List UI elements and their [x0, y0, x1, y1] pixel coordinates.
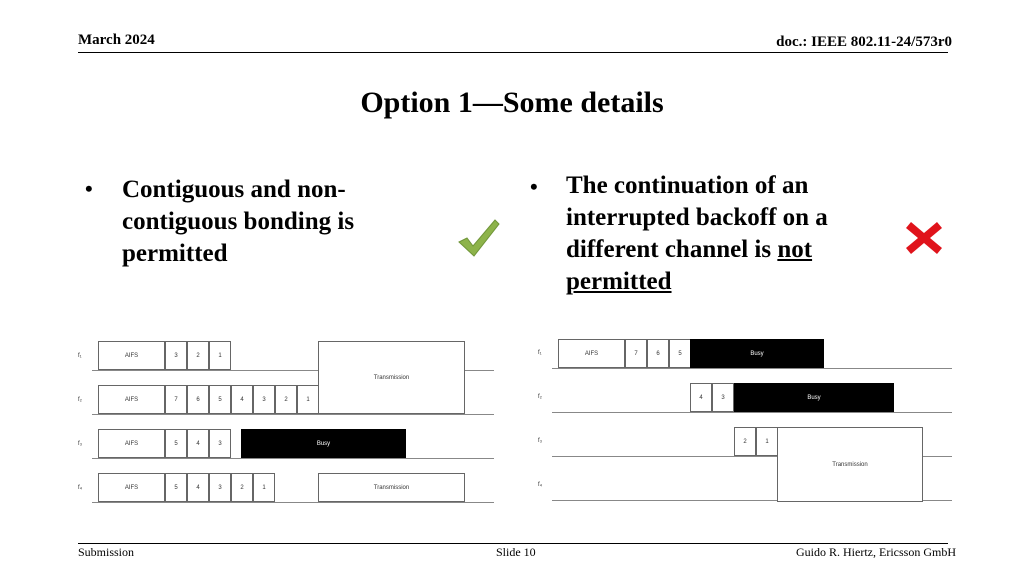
transmission-box: Transmission [318, 341, 465, 414]
left-line-1: Contiguous and non- [122, 176, 346, 203]
backoff-slot: 3 [712, 383, 734, 412]
backoff-slot: 5 [669, 339, 691, 368]
busy-box: Busy [690, 339, 824, 368]
bullet-left: • [85, 176, 93, 201]
backoff-slot: 5 [165, 473, 187, 502]
transmission-box: Transmission [318, 473, 465, 502]
channel-label: f₂ [538, 394, 542, 400]
right-line-4: permitted [566, 268, 672, 295]
right-bullet-text [566, 170, 906, 298]
header-rule [78, 52, 948, 53]
lane-f2 [552, 412, 952, 413]
backoff-slot: 4 [231, 385, 253, 414]
aifs-box: AIFS [558, 339, 625, 368]
aifs-box: AIFS [98, 385, 165, 414]
backoff-slot: 2 [734, 427, 756, 456]
backoff-slot: 5 [165, 429, 187, 458]
busy-box: Busy [734, 383, 894, 412]
left-bullet-text [122, 174, 442, 270]
footer-submission: Submission [78, 545, 135, 559]
channel-label: f₁ [78, 353, 82, 359]
backoff-slot: 1 [209, 341, 231, 370]
bullet-right: • [530, 174, 538, 199]
backoff-slot: 4 [690, 383, 712, 412]
backoff-slot: 4 [187, 473, 209, 502]
footer-author: Guido R. Hiertz, Ericsson GmbH [796, 545, 956, 559]
backoff-slot: 1 [253, 473, 275, 502]
backoff-slot: 2 [275, 385, 297, 414]
aifs-box: AIFS [98, 429, 165, 458]
backoff-slot: 3 [253, 385, 275, 414]
backoff-slot: 1 [297, 385, 319, 414]
lane-f4 [92, 502, 494, 503]
aifs-box: AIFS [98, 473, 165, 502]
channel-label: f₁ [538, 350, 542, 356]
cross-icon [905, 220, 943, 256]
backoff-slot: 2 [187, 341, 209, 370]
left-line-3: permitted [122, 240, 228, 267]
slide-number: Slide 10 [496, 545, 536, 559]
check-icon [455, 216, 501, 258]
footer-rule [78, 543, 948, 544]
backoff-slot: 7 [165, 385, 187, 414]
aifs-box: AIFS [98, 341, 165, 370]
backoff-slot: 5 [209, 385, 231, 414]
header-doc-id: doc.: IEEE 802.11-24/573r0 [776, 34, 952, 50]
right-line-3-text: different channel is [566, 236, 778, 263]
channel-label: f₄ [538, 482, 543, 488]
transmission-box: Transmission [777, 427, 923, 502]
channel-label: f₃ [78, 441, 83, 447]
backoff-slot: 7 [625, 339, 647, 368]
header-date: March 2024 [78, 32, 155, 48]
right-line-2: interrupted backoff on a [566, 204, 828, 231]
right-line-1: The continuation of an [566, 172, 809, 199]
left-line-2: contiguous bonding is [122, 208, 355, 235]
backoff-slot: 3 [209, 473, 231, 502]
lane-f3 [92, 458, 494, 459]
busy-box: Busy [241, 429, 406, 458]
lane-f2 [92, 414, 494, 415]
backoff-slot: 2 [231, 473, 253, 502]
slide-title: Option 1—Some details [360, 86, 664, 119]
backoff-slot: 3 [165, 341, 187, 370]
backoff-slot: 1 [756, 427, 778, 456]
backoff-slot: 4 [187, 429, 209, 458]
lane-f1 [552, 368, 952, 369]
channel-label: f₂ [78, 397, 82, 403]
channel-label: f₄ [78, 485, 83, 491]
backoff-slot: 6 [187, 385, 209, 414]
not-word: not [777, 236, 813, 263]
channel-label: f₃ [538, 438, 543, 444]
right-line-3 [566, 234, 906, 266]
backoff-slot: 3 [209, 429, 231, 458]
backoff-slot: 6 [647, 339, 669, 368]
